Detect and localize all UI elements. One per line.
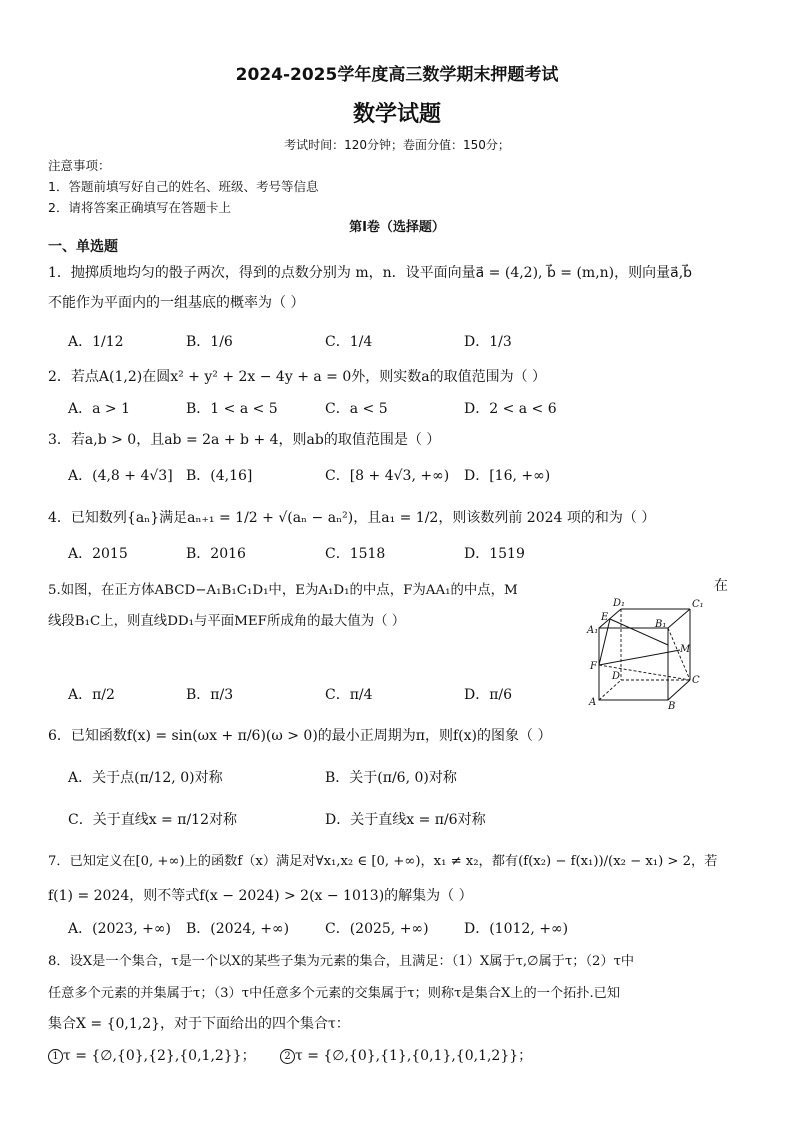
question-1-line-1: 1．抛掷质地均匀的骰子两次，得到的点数分别为 m，n．设平面向量a⃗ = (4,2), b⃗ = (m,n)，则向量a⃗,b⃗ (48, 265, 693, 281)
question-8-line-2: 任意多个元素的并集属于τ；（3）τ中任意多个元素的交集属于τ；则称τ是集合X上的一个拓扑.已知 (48, 986, 621, 1001)
question-5-trailing-word: 在 (714, 578, 728, 594)
question-3-option-c: C．[8 + 4√3, +∞) (325, 468, 450, 484)
figure-label: E (601, 612, 609, 623)
question-8-item-1-text: τ = {∅,{0},{2},{0,1,2}}； (63, 1048, 256, 1064)
question-7-option-b: B．(2024, +∞) (186, 921, 290, 937)
exam-title: 2024-2025学年度高三数学期末押题考试 (235, 65, 559, 85)
question-7-option-c: C．(2025, +∞) (325, 921, 429, 937)
cube-hidden-edge (599, 680, 621, 700)
question-8-item-1 (48, 1045, 256, 1065)
figure-label: M (680, 644, 691, 655)
question-1-line-2: 不能作为平面内的一组基底的概率为（ ） (48, 295, 305, 311)
question-1-option-d: D．1/3 (464, 334, 512, 350)
question-6-option-a: A．关于点(π/12, 0)对称 (68, 770, 223, 786)
question-4-line-1: 4．已知数列{aₙ}满足aₙ₊₁ = 1/2 + √(aₙ − aₙ²)，且a₁ = 1/2，则该数列前 2024 项的和为（ ） (48, 510, 656, 526)
question-7-option-a: A．(2023, +∞) (68, 921, 171, 937)
question-5-line-1: 5.如图，在正方体ABCD−A₁B₁C₁D₁中，E为A₁D₁的中点，F为AA₁的中点，M (48, 583, 518, 598)
question-8-item-2 (280, 1045, 532, 1065)
question-4-option-d: D．1519 (464, 546, 525, 562)
notes-heading: 注意事项： (48, 158, 111, 173)
question-5-option-b: B．π/3 (186, 687, 234, 703)
question-1-option-c: C．1/4 (325, 334, 373, 350)
question-6-option-c: C．关于直线x = π/12对称 (68, 812, 237, 828)
figure-label: D (612, 671, 621, 682)
section-title: 一、单选题 (48, 239, 118, 255)
question-3-line-1: 3．若a,b > 0，且ab = 2a + b + 4，则ab的取值范围是（ ） (48, 432, 441, 448)
question-7-option-d: D．(1012, +∞) (464, 921, 569, 937)
question-8-line-1: 8．设X是一个集合，τ是一个以X的某些子集为元素的集合，且满足：（1）X属于τ,∅属于τ；（2）τ中 (48, 954, 635, 969)
notes-item: 2．请将答案正确填写在答题卡上 (48, 200, 231, 215)
question-6-line-1: 6．已知函数f(x) = sin(ωx + π/6)(ω > 0)的最小正周期为π，则f(x)的图象（ ） (48, 728, 552, 744)
question-2-option-c: C．a < 5 (325, 401, 388, 417)
figure-label: B (668, 701, 676, 710)
question-2-line-1: 2．若点A(1,2)在圆x² + y² + 2x − 4y + a = 0外，则实数a的取值范围为（ ） (48, 369, 547, 385)
question-8-item-2-text: τ = {∅,{0},{1},{0,1},{0,1,2}}； (295, 1048, 533, 1064)
circled-number-1: 1 (48, 1049, 63, 1064)
question-8-line-3: 集合X = {0,1,2}，对于下面给出的四个集合τ： (48, 1016, 350, 1032)
question-7-line-1: 7．已知定义在[0, +∞)上的函数f（x）满足对∀x₁,x₂ ∈ [0, +∞)，x₁ ≠ x₂，都有(f(x₂) − f(x₁))/(x₂ − x₁) > 2，若 (48, 854, 718, 869)
notes-block (48, 155, 318, 218)
question-1-option-b: B．1/6 (186, 334, 233, 350)
question-2-option-d: D．2 < a < 6 (464, 401, 557, 417)
figure-label: C₁ (692, 599, 704, 610)
question-5-option-c: C．π/4 (325, 687, 373, 703)
question-1-option-a: A．1/12 (68, 334, 124, 350)
notes-item: 1．答题前填写好自己的姓名、班级、考号等信息 (48, 179, 319, 194)
figure-label: A (589, 697, 597, 708)
figure-label: C (692, 675, 700, 686)
cube-edge (668, 680, 690, 700)
figure-label: B₁ (655, 619, 667, 630)
question-7-line-2: f(1) = 2024，则不等式f(x − 2024) > 2(x − 1013)的解集为（ ） (48, 888, 473, 904)
question-3-option-b: B．(4,16] (186, 468, 253, 484)
figure-label: A₁ (587, 625, 599, 636)
question-3-option-d: D．[16, +∞) (464, 468, 551, 484)
line-ef (599, 619, 610, 665)
question-5-option-a: A．π/2 (68, 687, 115, 703)
question-4-option-a: A．2015 (68, 546, 128, 562)
figure-label: F (590, 661, 597, 672)
figure-label: D₁ (613, 598, 626, 609)
question-5-line-2: 线段B₁C上，则直线DD₁与平面MEF所成角的最大值为（ ） (48, 614, 406, 629)
question-2-option-b: B．1 < a < 5 (186, 401, 278, 417)
exam-info: 考试时间：120分钟；卷面分值：150分； (284, 138, 510, 152)
question-4-option-c: C．1518 (325, 546, 386, 562)
question-6-option-d: D．关于直线x = π/6对称 (325, 812, 486, 828)
question-4-option-b: B．2016 (186, 546, 246, 562)
circled-number-2: 2 (280, 1049, 295, 1064)
exam-subtitle: 数学试题 (352, 102, 441, 127)
question-6-option-b: B．关于(π/6, 0)对称 (325, 770, 457, 786)
cube-front-face (599, 628, 668, 700)
question-5-option-d: D．π/6 (464, 687, 513, 703)
cube-figure (585, 595, 715, 710)
cube-edge (668, 609, 690, 628)
part-title: 第I卷（选择题） (349, 220, 445, 235)
question-2-option-a: A．a > 1 (68, 401, 130, 417)
question-3-option-a: A．(4,8 + 4√3] (68, 468, 173, 484)
